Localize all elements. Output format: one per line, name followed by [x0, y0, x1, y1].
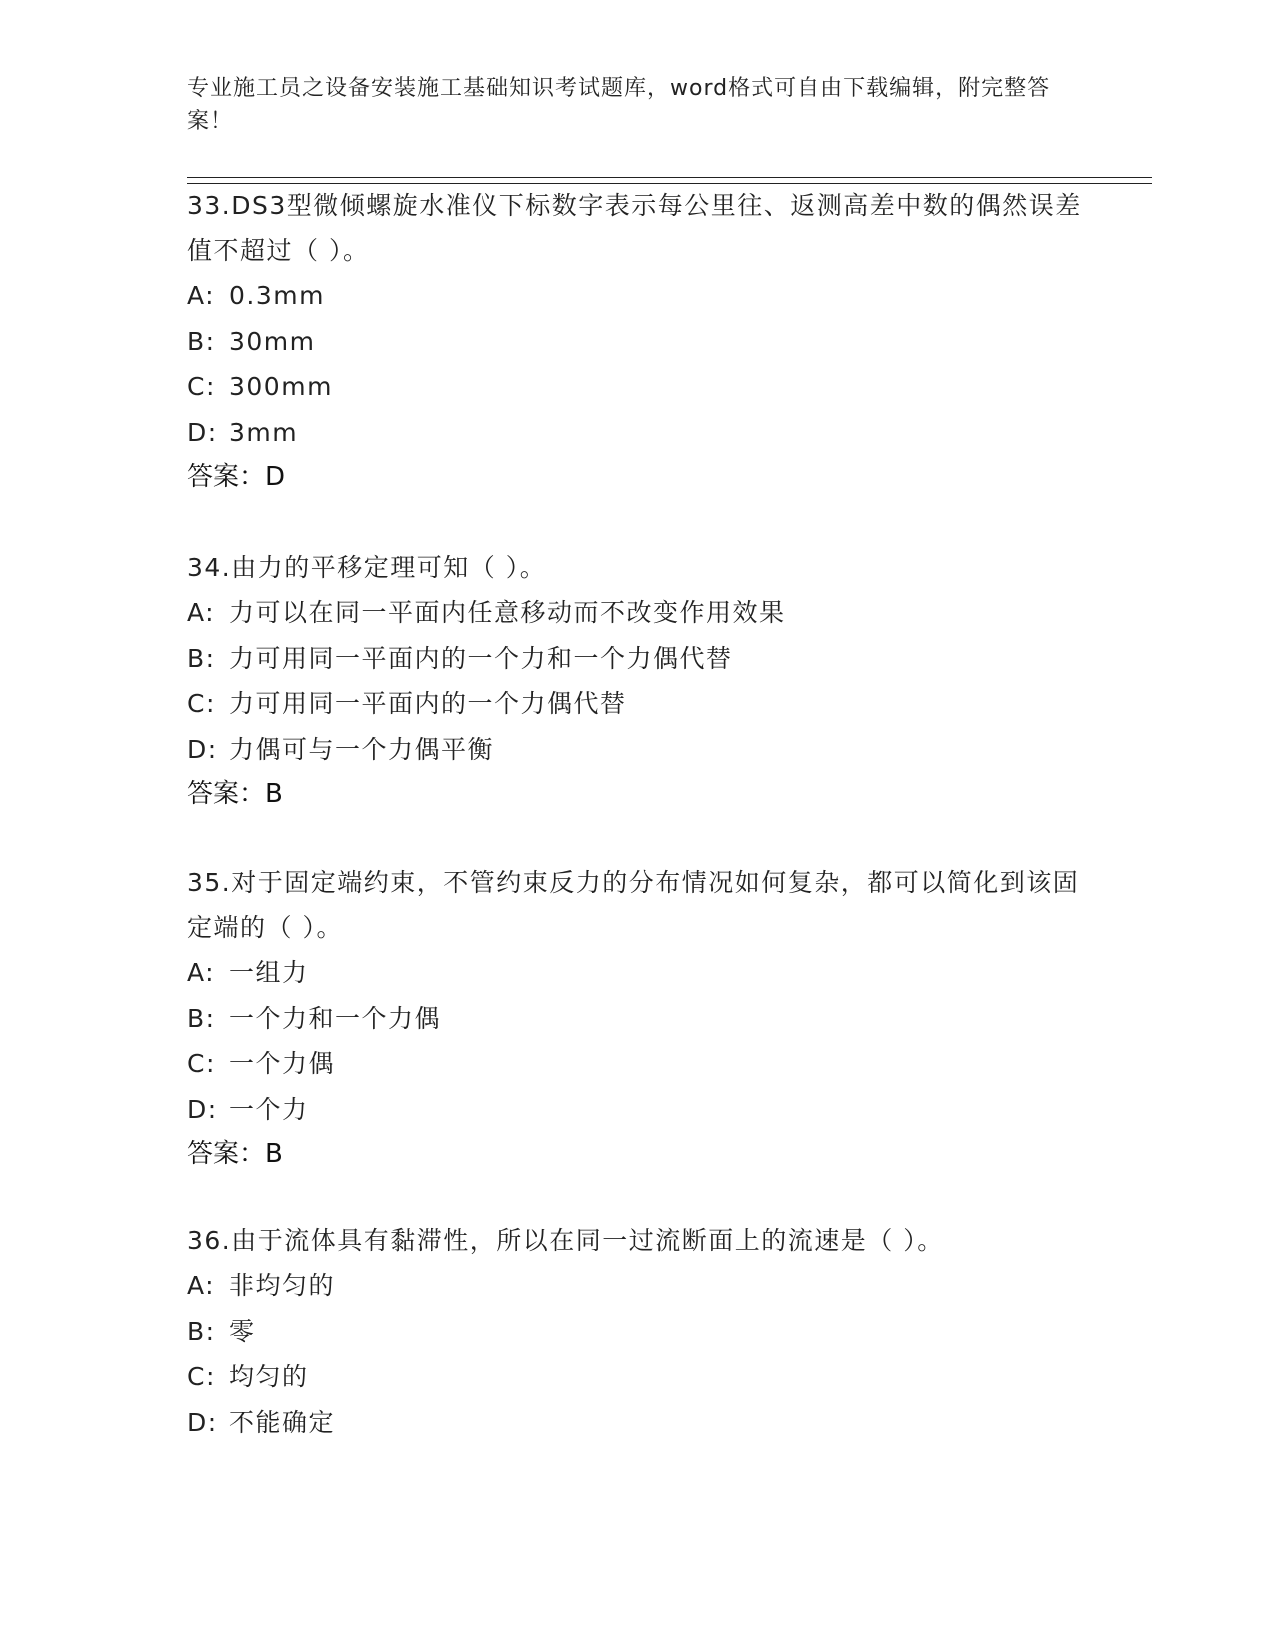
option-text: 力可用同一平面内的一个力偶代替: [229, 689, 627, 718]
option-b: [187, 996, 1087, 1042]
question-35: [187, 860, 1087, 1177]
option-text: 0.3mm: [229, 281, 325, 310]
option-text: 一个力: [229, 1094, 309, 1124]
option-key: D:: [187, 417, 218, 447]
question-36: [187, 1218, 1087, 1445]
option-key: B:: [187, 643, 216, 673]
header-divider-top: [187, 177, 1152, 178]
option-d: [187, 1400, 1087, 1446]
document-header: 专业施工员之设备安装施工基础知识考试题库，word格式可自由下载编辑，附完整答案！: [187, 76, 1051, 134]
option-text: 不能确定: [229, 1407, 336, 1437]
option-text: 300mm: [229, 372, 333, 401]
option-key: B:: [187, 1003, 216, 1033]
option-a: [187, 273, 1087, 319]
option-key: C:: [187, 372, 216, 401]
option-key: C:: [187, 689, 216, 718]
option-key: A:: [187, 958, 216, 987]
option-text: 一组力: [229, 958, 309, 987]
option-b: [187, 319, 1087, 365]
option-key: D:: [187, 1094, 218, 1124]
answer: 答案：D: [187, 462, 286, 492]
option-text: 一个力和一个力偶: [229, 1003, 442, 1033]
option-key: A:: [187, 598, 216, 627]
question-33: [187, 183, 1087, 500]
option-text: 零: [229, 1316, 256, 1346]
option-key: D:: [187, 1407, 218, 1437]
option-a: [187, 950, 1087, 996]
option-text: 30mm: [229, 326, 316, 356]
option-key: A:: [187, 281, 216, 310]
option-key: D:: [187, 734, 218, 764]
option-b: [187, 1309, 1087, 1355]
question-stem: 35.对于固定端约束，不管约束反力的分布情况如何复杂，都可以简化到该固定端的（ ）。: [187, 868, 1080, 942]
answer: 答案：B: [187, 779, 283, 809]
question-stem: 34.由力的平移定理可知（ ）。: [187, 553, 547, 582]
option-c: [187, 364, 1087, 410]
option-text: 力偶可与一个力偶平衡: [229, 734, 495, 764]
option-a: [187, 590, 1087, 636]
option-text: 力可用同一平面内的一个力和一个力偶代替: [229, 643, 733, 673]
option-text: 3mm: [229, 417, 299, 447]
option-text: 力可以在同一平面内任意移动而不改变作用效果: [229, 598, 786, 627]
option-key: B:: [187, 1316, 216, 1346]
option-key: A:: [187, 1271, 216, 1300]
question-34: [187, 545, 1087, 817]
option-text: 非均匀的: [229, 1271, 336, 1300]
option-key: B:: [187, 326, 216, 356]
question-stem: 33.DS3型微倾螺旋水准仪下标数字表示每公里往、返测高差中数的偶然误差值不超过（ ）。: [187, 191, 1082, 265]
option-c: [187, 1354, 1087, 1400]
option-d: [187, 727, 1087, 773]
option-a: [187, 1263, 1087, 1309]
option-d: [187, 410, 1087, 456]
option-b: [187, 636, 1087, 682]
option-key: C:: [187, 1362, 216, 1391]
option-key: C:: [187, 1049, 216, 1078]
option-text: 一个力偶: [229, 1049, 336, 1078]
question-stem: 36.由于流体具有黏滞性，所以在同一过流断面上的流速是（ ）。: [187, 1226, 944, 1255]
answer: 答案：B: [187, 1139, 283, 1169]
option-c: [187, 1041, 1087, 1087]
option-text: 均匀的: [229, 1362, 309, 1391]
option-c: [187, 681, 1087, 727]
option-d: [187, 1087, 1087, 1133]
